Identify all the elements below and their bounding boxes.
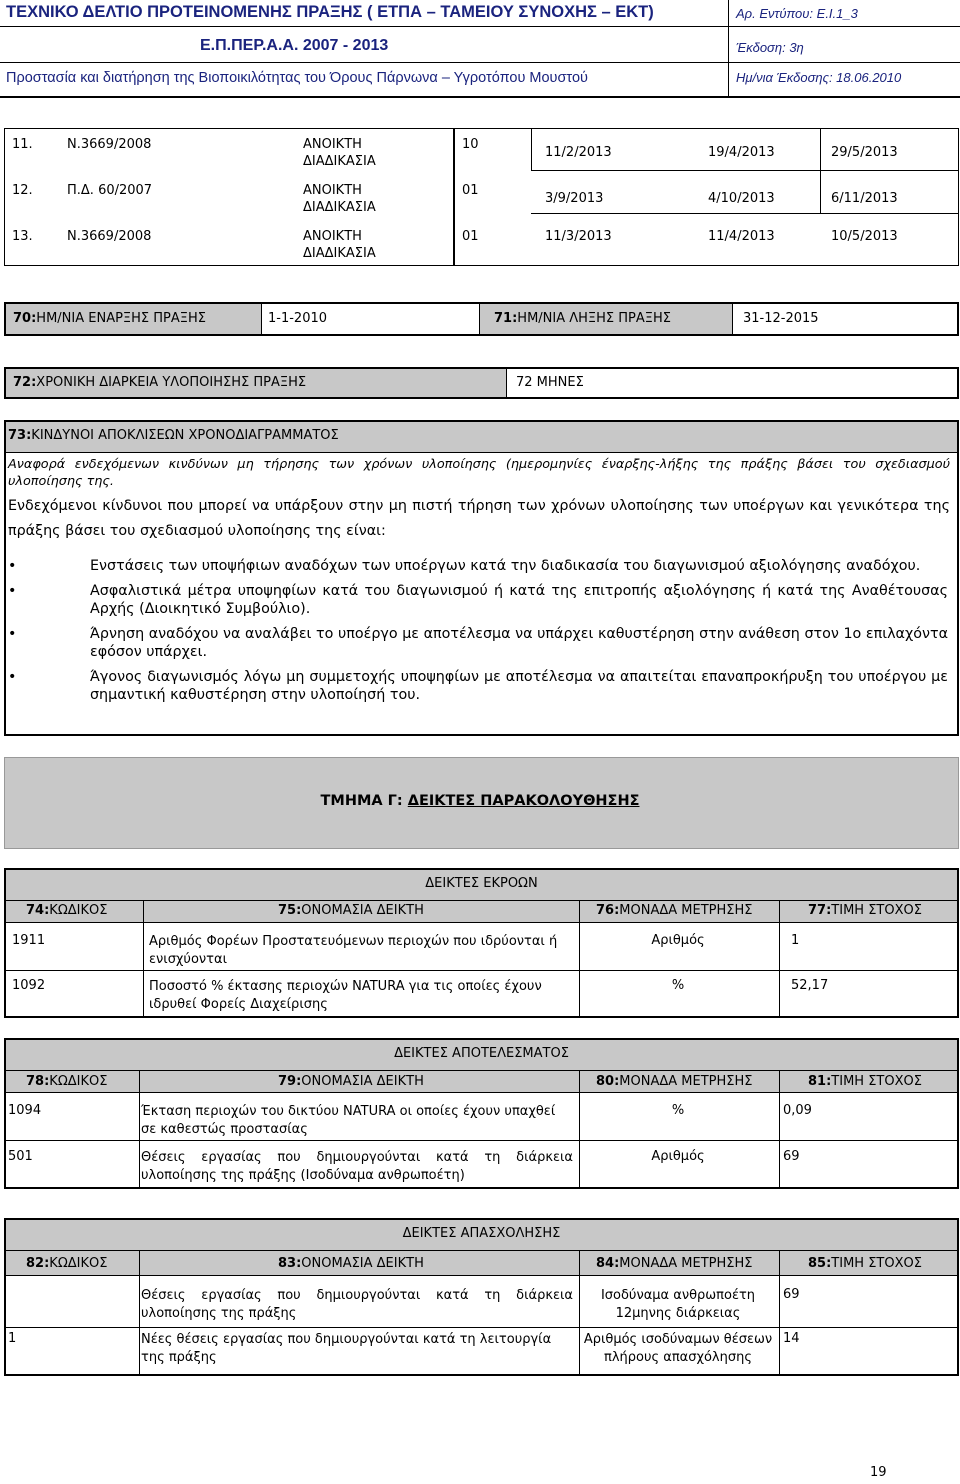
employment-header-num: 85: bbox=[808, 1256, 832, 1271]
risk-item-text: Άγονος διαγωνισμός λόγω μη συμμετοχής υποψηφίων με αποτέλεσμα να απαιτείται επαναπροκήρυξη του υποέργου με σημαντική καθυστέρηση στην υλοποίησή του. bbox=[90, 669, 948, 703]
employment-row-unit: Ισοδύναμα ανθρωποέτη 12μηνης διάρκειας bbox=[600, 1288, 756, 1321]
employment-row-name: Νέες θέσεις εργασίας που δημιουργούνται κατά τη λειτουργία της πράξης bbox=[141, 1332, 552, 1365]
employment-header-unit bbox=[596, 1256, 752, 1271]
table-divider bbox=[779, 1251, 780, 1374]
procurement-row-date: 3/9/2013 bbox=[545, 191, 604, 206]
output-header-num: 76: bbox=[596, 903, 620, 918]
procurement-row-date: 11/4/2013 bbox=[708, 229, 775, 244]
employment-header-num: 82: bbox=[26, 1256, 50, 1271]
employment-row-target: 69 bbox=[783, 1287, 800, 1302]
result-header-unit bbox=[596, 1074, 752, 1089]
employment-header-num: 83: bbox=[278, 1256, 302, 1271]
risks-list bbox=[8, 557, 948, 704]
start-date-text: ΗΜ/ΝΙΑ ΕΝΑΡΞΗΣ ΠΡΑΞΗΣ bbox=[36, 311, 206, 326]
bullet-icon: • bbox=[8, 669, 17, 685]
employment-header-label: ΤΙΜΗ ΣΤΟΧΟΣ bbox=[831, 1256, 922, 1271]
risk-item-text: Ασφαλιστικά μέτρα υποψηφίων κατά του διαγωνισμού ή κατά της επιτροπής αξιολόγησης ή κατά της Αναθέτουσας Αρχής (Διοικητικό Συμβούλιο). bbox=[90, 583, 948, 617]
procurement-row-procedure: ΑΝΟΙΚΤΗ bbox=[303, 229, 362, 244]
procurement-row-procedure: ΔΙΑΔΙΚΑΣΙΑ bbox=[303, 246, 376, 261]
output-row-target: 52,17 bbox=[791, 978, 829, 993]
procurement-row-code: 10 bbox=[462, 137, 479, 152]
employment-row-target: 14 bbox=[783, 1331, 800, 1346]
result-row-target: 0,09 bbox=[783, 1103, 812, 1118]
table-divider bbox=[6, 1327, 957, 1328]
bullet-icon: • bbox=[8, 558, 17, 574]
header-divider bbox=[0, 62, 960, 63]
output-row-code: 1911 bbox=[12, 933, 46, 948]
procurement-row-date: 4/10/2013 bbox=[708, 191, 775, 206]
bullet-icon: • bbox=[8, 583, 17, 599]
table-divider bbox=[579, 901, 580, 1016]
output-indicators-title: ΔΕΙΚΤΕΣ ΕΚΡΟΩΝ bbox=[425, 876, 538, 891]
header-edition: Έκδοση: 3η bbox=[736, 40, 804, 55]
risks-label bbox=[8, 428, 339, 443]
output-header-code bbox=[26, 903, 107, 918]
risks-note: Αναφορά ενδεχόμενων κινδύνων μη τήρησης των χρόνων υλοποίησης (ημερομηνίες έναρξης-λήξης της πράξης βάσει του σχεδιασμού υλοποίησης της. bbox=[8, 457, 950, 489]
procurement-row-law: Π.Δ. 60/2007 bbox=[67, 183, 153, 198]
document-header bbox=[0, 0, 960, 98]
result-header-label: ΤΙΜΗ ΣΤΟΧΟΣ bbox=[831, 1074, 922, 1089]
result-row-name: Θέσεις εργασίας που δημιουργούνται κατά τη διάρκεια υλοποίησης της πράξης (Ισοδύναμα ανθρωποέτη) bbox=[141, 1150, 573, 1183]
header-subtitle: Προστασία και διατήρηση της Βιοποικιλότητας του Όρους Πάρνωνα – Υγροτόπου Μουστού bbox=[6, 70, 588, 86]
result-row-code: 1094 bbox=[8, 1103, 42, 1118]
procurement-row-procedure: ΔΙΑΔΙΚΑΣΙΑ bbox=[303, 154, 376, 169]
procurement-row-date: 6/11/2013 bbox=[831, 191, 898, 206]
employment-header-num: 84: bbox=[596, 1256, 620, 1271]
procurement-row-code: 01 bbox=[462, 183, 479, 198]
table-divider bbox=[531, 213, 958, 214]
table-divider bbox=[139, 1251, 140, 1374]
header-divider bbox=[0, 26, 960, 27]
risk-item-text: Ενστάσεις των υποψήφιων αναδόχων των υποέργων κατά την διαδικασία του διαγωνισμού αξιολόγησης αναδόχου. bbox=[90, 558, 921, 574]
employment-indicators-title: ΔΕΙΚΤΕΣ ΑΠΑΣΧΟΛΗΣΗΣ bbox=[402, 1226, 561, 1241]
procurement-row-law: Ν.3669/2008 bbox=[67, 137, 152, 152]
table-divider bbox=[579, 1071, 580, 1187]
procurement-row-number: 11. bbox=[12, 137, 33, 152]
duration-value: 72 ΜΗΝΕΣ bbox=[516, 375, 584, 390]
employment-header-code bbox=[26, 1256, 107, 1271]
result-header-label: ΟΝΟΜΑΣΙΑ ΔΕΙΚΤΗ bbox=[301, 1074, 424, 1089]
procurement-row-date: 11/3/2013 bbox=[545, 229, 612, 244]
output-row-name: Αριθμός Φορέων Προστατευόμενων περιοχών που ιδρύονται ή ενισχύονται bbox=[149, 934, 558, 967]
table-divider bbox=[454, 129, 455, 265]
output-row-target: 1 bbox=[791, 933, 800, 948]
output-header-unit bbox=[596, 903, 752, 918]
procurement-row-date: 10/5/2013 bbox=[831, 229, 898, 244]
procurement-row-procedure: ΔΙΑΔΙΚΑΣΙΑ bbox=[303, 200, 376, 215]
risk-item bbox=[8, 582, 948, 618]
header-divider bbox=[0, 96, 960, 98]
procurement-row-procedure: ΑΝΟΙΚΤΗ bbox=[303, 183, 362, 198]
result-row-target: 69 bbox=[783, 1149, 800, 1164]
result-header-label: ΜΟΝΑΔΑ ΜΕΤΡΗΣΗΣ bbox=[619, 1074, 753, 1089]
table-divider bbox=[531, 129, 532, 171]
output-header-name bbox=[278, 903, 424, 918]
output-header-label: ΟΝΟΜΑΣΙΑ ΔΕΙΚΤΗ bbox=[301, 903, 424, 918]
result-row-code: 501 bbox=[8, 1149, 33, 1164]
output-header-num: 74: bbox=[26, 903, 50, 918]
duration-text: ΧΡΟΝΙΚΗ ΔΙΑΡΚΕΙΑ ΥΛΟΠΟΙΗΣΗΣ ΠΡΑΞΗΣ bbox=[36, 375, 307, 390]
table-divider bbox=[531, 170, 958, 171]
output-header-label: ΜΟΝΑΔΑ ΜΕΤΡΗΣΗΣ bbox=[619, 903, 753, 918]
output-row-name: Ποσοστό % έκτασης περιοχών NATURA για τις οποίες έχουν ιδρυθεί Φορείς Διαχείρισης bbox=[149, 979, 542, 1012]
result-header-code bbox=[26, 1074, 107, 1089]
risk-item bbox=[8, 557, 948, 575]
header-title: ΤΕΧΝΙΚΟ ΔΕΛΤΙΟ ΠΡΟΤΕΙΝΟΜΕΝΗΣ ΠΡΑΞΗΣ ( ΕΤΠΑ – ΤΑΜΕΙΟΥ ΣΥΝΟΧΗΣ – ΕΚΤ) bbox=[6, 3, 654, 21]
employment-row-name: Θέσεις εργασίας που δημιουργούνται κατά τη διάρκεια υλοποίησης της πράξης bbox=[141, 1288, 573, 1321]
result-indicators-title: ΔΕΙΚΤΕΣ ΑΠΟΤΕΛΕΣΜΑΤΟΣ bbox=[394, 1046, 569, 1061]
result-row-name: Έκταση περιοχών του δικτύου NATURA οι οποίες έχουν υπαχθεί σε καθεστώς προστασίας bbox=[141, 1104, 556, 1137]
output-row-code: 1092 bbox=[12, 978, 46, 993]
employment-row-unit: Αριθμός ισοδύναμων θέσεων πλήρους απασχόλησης bbox=[583, 1332, 773, 1365]
employment-header-target bbox=[808, 1256, 922, 1271]
header-program: Ε.Π.ΠΕΡ.Α.Α. 2007 - 2013 bbox=[200, 37, 389, 54]
table-divider bbox=[779, 1071, 780, 1187]
result-header-num: 79: bbox=[278, 1074, 302, 1089]
procurement-row-procedure: ΑΝΟΙΚΤΗ bbox=[303, 137, 362, 152]
output-header-num: 75: bbox=[278, 903, 302, 918]
table-divider bbox=[779, 901, 780, 1016]
procurement-row-number: 12. bbox=[12, 183, 33, 198]
procurement-row-date: 11/2/2013 bbox=[545, 145, 612, 160]
end-date-number: 71: bbox=[494, 311, 518, 326]
header-form-no: Αρ. Εντύπου: Ε.Ι.1_3 bbox=[736, 6, 858, 21]
risks-text: ΚΙΝΔΥΝΟΙ ΑΠΟΚΛΙΣΕΩΝ ΧΡΟΝΟΔΙΑΓΡΑΜΜΑΤΟΣ bbox=[31, 428, 339, 443]
risks-number: 73: bbox=[8, 428, 32, 443]
risks-intro: Ενδεχόμενοι κίνδυνοι που μπορεί να υπάρξουν στην μη πιστή τήρηση των χρόνων υλοποίησης των υποέργων και γενικότερα της πράξης βάσει του σχεδιασμού υλοποίησης της είναι: bbox=[8, 498, 950, 539]
result-header-target bbox=[808, 1074, 922, 1089]
employment-header-name bbox=[278, 1256, 424, 1271]
start-date-label bbox=[13, 311, 206, 326]
header-vertical-divider bbox=[728, 0, 729, 96]
output-header-num: 77: bbox=[808, 903, 832, 918]
table-divider bbox=[6, 1140, 957, 1141]
table-divider bbox=[6, 970, 957, 971]
header-edition-date: Ημ/νια Έκδοσης: 18.06.2010 bbox=[736, 70, 902, 85]
table-divider bbox=[820, 171, 821, 213]
result-header-num: 81: bbox=[808, 1074, 832, 1089]
result-header-name bbox=[278, 1074, 424, 1089]
table-divider bbox=[143, 901, 144, 1016]
output-row-unit: Αριθμός bbox=[651, 933, 705, 948]
procurement-row-date: 19/4/2013 bbox=[708, 145, 775, 160]
employment-header-label: ΚΩΔΙΚΟΣ bbox=[49, 1256, 108, 1271]
procurement-row-date: 29/5/2013 bbox=[831, 145, 898, 160]
risk-item bbox=[8, 625, 948, 661]
employment-row-code: 1 bbox=[8, 1331, 17, 1346]
risk-item bbox=[8, 668, 948, 704]
duration-number: 72: bbox=[13, 375, 37, 390]
procurement-row-code: 01 bbox=[462, 229, 479, 244]
section-g-heading: ΔΕΙΚΤΕΣ ΠΑΡΑΚΟΛΟΥΘΗΣΗΣ bbox=[407, 793, 640, 809]
employment-header-label: ΜΟΝΑΔΑ ΜΕΤΡΗΣΗΣ bbox=[619, 1256, 753, 1271]
section-g-title bbox=[0, 793, 960, 809]
output-header-label: ΚΩΔΙΚΟΣ bbox=[49, 903, 108, 918]
output-header-label: ΤΙΜΗ ΣΤΟΧΟΣ bbox=[831, 903, 922, 918]
output-header-target bbox=[808, 903, 922, 918]
end-date-value: 31-12-2015 bbox=[743, 311, 819, 326]
result-header-num: 78: bbox=[26, 1074, 50, 1089]
start-date-number: 70: bbox=[13, 311, 37, 326]
risk-item-text: Άρνηση αναδόχου να αναλάβει το υποέργο με αποτέλεσμα να υπάρχει καθυστέρηση στην ανάθεση στον 1ο επιλαχόντα εφόσον υπάρχει. bbox=[90, 626, 948, 660]
table-divider bbox=[453, 129, 454, 265]
result-header-label: ΚΩΔΙΚΟΣ bbox=[49, 1074, 108, 1089]
end-date-label bbox=[494, 311, 671, 326]
page-number: 19 bbox=[870, 1465, 887, 1480]
end-date-text: ΗΜ/ΝΙΑ ΛΗΞΗΣ ΠΡΑΞΗΣ bbox=[517, 311, 671, 326]
table-divider bbox=[820, 129, 821, 171]
employment-header-label: ΟΝΟΜΑΣΙΑ ΔΕΙΚΤΗ bbox=[301, 1256, 424, 1271]
procurement-row-number: 13. bbox=[12, 229, 33, 244]
result-row-unit: % bbox=[671, 1103, 685, 1118]
table-divider bbox=[139, 1071, 140, 1187]
procurement-row-law: Ν.3669/2008 bbox=[67, 229, 152, 244]
bullet-icon: • bbox=[8, 626, 17, 642]
output-row-unit: % bbox=[671, 978, 685, 993]
duration-label bbox=[13, 375, 306, 390]
start-date-value: 1-1-2010 bbox=[268, 311, 328, 326]
section-g-prefix: ΤΜΗΜΑ Γ: bbox=[320, 793, 408, 809]
result-row-unit: Αριθμός bbox=[651, 1149, 705, 1164]
result-header-num: 80: bbox=[596, 1074, 620, 1089]
